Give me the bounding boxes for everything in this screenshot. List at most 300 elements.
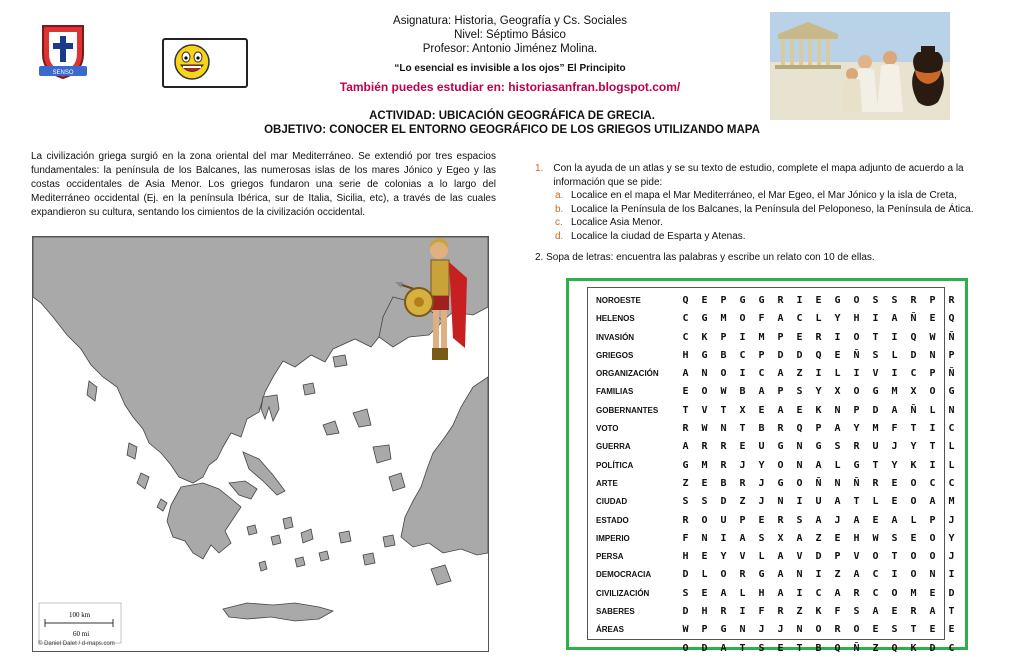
letter-cell: T	[910, 423, 917, 435]
letter-cell: B	[739, 386, 746, 398]
letter-cell: O	[815, 624, 822, 636]
letter-cell: U	[815, 496, 822, 508]
letter-row	[676, 530, 961, 548]
letter-cell: J	[758, 624, 765, 636]
word-list-item: PERSA	[596, 552, 624, 562]
letter-cell: A	[720, 642, 727, 654]
letter-cell: R	[777, 606, 784, 618]
letter-cell: J	[948, 551, 955, 563]
letter-cell: D	[720, 496, 727, 508]
word-list-item: POLÍTICA	[596, 460, 634, 470]
letter-cell: T	[891, 551, 898, 563]
letter-cell: B	[758, 423, 765, 435]
letter-cell: H	[853, 313, 860, 325]
letter-cell: I	[891, 331, 898, 343]
letter-cell: I	[796, 496, 803, 508]
letter-cell: C	[758, 368, 765, 380]
letter-cell: J	[891, 441, 898, 453]
letter-cell: S	[872, 349, 879, 361]
letter-cell: J	[739, 459, 746, 471]
letter-cell: K	[701, 331, 708, 343]
letter-cell: C	[872, 587, 879, 599]
letter-cell: A	[777, 368, 784, 380]
letter-cell: P	[777, 386, 784, 398]
questions	[535, 162, 1005, 265]
letter-cell: O	[701, 386, 708, 398]
question-1-item	[555, 216, 1005, 230]
letter-cell: E	[910, 532, 917, 544]
letter-cell: F	[834, 606, 841, 618]
letter-cell: S	[796, 514, 803, 526]
letter-cell: A	[796, 532, 803, 544]
word-list-item: SABERES	[596, 607, 635, 617]
letter-cell: J	[758, 477, 765, 489]
letter-cell: O	[910, 496, 917, 508]
word-list-item: GUERRA	[596, 442, 631, 452]
item-letter: c.	[555, 217, 563, 228]
letter-cell: E	[929, 313, 936, 325]
letter-cell: O	[796, 477, 803, 489]
letter-cell: N	[720, 423, 727, 435]
letter-cell: E	[891, 496, 898, 508]
word-list-item: GOBERNANTES	[596, 405, 659, 415]
letter-cell: I	[815, 368, 822, 380]
letter-cell: G	[815, 441, 822, 453]
letter-cell: R	[815, 331, 822, 343]
letter-row	[676, 585, 961, 603]
letter-cell: U	[758, 441, 765, 453]
letter-cell: V	[853, 551, 860, 563]
greek-illustration	[770, 12, 950, 120]
word-list-item: GRIEGOS	[596, 350, 634, 360]
letter-cell: Y	[815, 386, 822, 398]
letter-cell: P	[815, 423, 822, 435]
letter-cell: S	[891, 295, 898, 306]
letter-cell: Z	[815, 532, 822, 544]
letter-row	[676, 493, 961, 511]
letter-cell: P	[929, 295, 936, 306]
letter-cell: G	[834, 295, 841, 306]
letter-row	[676, 640, 961, 658]
letter-cell: G	[758, 295, 765, 306]
letter-cell: B	[720, 349, 727, 361]
question-1-item	[555, 189, 1005, 203]
letter-cell: W	[720, 386, 727, 398]
letter-cell: E	[701, 477, 708, 489]
letter-cell: O	[929, 386, 936, 398]
letter-row	[676, 475, 961, 493]
question-1-number: 1.	[535, 163, 544, 174]
letter-cell: A	[777, 551, 784, 563]
letter-cell: Y	[834, 313, 841, 325]
letter-cell: D	[682, 606, 689, 618]
letter-cell: Ñ	[910, 404, 917, 416]
letter-cell: O	[682, 642, 689, 654]
letter-row	[676, 512, 961, 530]
letter-cell: Z	[796, 606, 803, 618]
blog-link[interactable]: También puedes estudiar en: historiasanfran.blogspot.com/	[339, 80, 681, 94]
letter-cell: Ñ	[853, 349, 860, 361]
letter-cell: Z	[739, 496, 746, 508]
logo-banner-text: SENSO	[52, 70, 74, 76]
letter-cell: O	[891, 587, 898, 599]
letter-cell: I	[739, 331, 746, 343]
letter-cell: H	[701, 606, 708, 618]
question-1-text: Con la ayuda de un atlas y se su texto de estudio, complete el mapa adjunto de acuerdo a la información que se pide:	[553, 163, 964, 188]
letter-cell: Q	[796, 423, 803, 435]
word-list-item: DEMOCRACIA	[596, 570, 652, 580]
letter-cell: Q	[910, 331, 917, 343]
letter-cell: O	[929, 551, 936, 563]
letter-cell: D	[910, 349, 917, 361]
smiley-box	[162, 38, 248, 88]
letter-cell: J	[777, 624, 784, 636]
letter-cell: E	[758, 514, 765, 526]
letter-cell: L	[701, 569, 708, 581]
letter-cell: Ñ	[948, 331, 955, 343]
letter-cell: E	[815, 295, 822, 306]
letter-cell: L	[948, 441, 955, 453]
letter-row	[676, 347, 961, 365]
letter-cell: O	[720, 569, 727, 581]
letter-cell: F	[682, 532, 689, 544]
map-credit: © Daniel Dalet / d-maps.com	[38, 641, 115, 647]
letter-cell: N	[796, 441, 803, 453]
letter-cell: A	[720, 587, 727, 599]
word-list-item: INVASIÓN	[596, 332, 635, 342]
letter-cell: E	[891, 606, 898, 618]
word-list-item: ÁREAS	[596, 625, 625, 635]
letter-cell: R	[910, 295, 917, 306]
letter-cell: A	[682, 441, 689, 453]
letter-cell: Y	[853, 423, 860, 435]
word-list-item: ORGANIZACIÓN	[596, 369, 659, 379]
letter-cell: O	[910, 569, 917, 581]
letter-cell: P	[720, 331, 727, 343]
letter-cell: L	[929, 404, 936, 416]
letter-cell: B	[815, 642, 822, 654]
letter-row	[676, 383, 961, 401]
letter-cell: R	[834, 624, 841, 636]
letter-cell: A	[834, 496, 841, 508]
letter-cell: X	[777, 532, 784, 544]
letter-cell: A	[739, 532, 746, 544]
letter-cell: I	[929, 459, 936, 471]
letter-cell: O	[777, 459, 784, 471]
letter-cell: O	[853, 331, 860, 343]
letter-cell: E	[834, 532, 841, 544]
letter-cell: F	[758, 313, 765, 325]
letter-row	[676, 310, 961, 328]
letter-cell: L	[739, 587, 746, 599]
letter-cell: A	[834, 587, 841, 599]
letter-cell: W	[929, 331, 936, 343]
letter-cell: C	[910, 368, 917, 380]
letter-cell: B	[720, 477, 727, 489]
letter-cell: P	[777, 331, 784, 343]
letter-cell: P	[758, 349, 765, 361]
word-list-item: FAMILIAS	[596, 387, 634, 397]
activity-objective: OBJETIVO: CONOCER EL ENTORNO GEOGRÁFICO DE LOS GRIEGOS UTILIZANDO MAPA	[264, 124, 760, 136]
letter-cell: P	[948, 349, 955, 361]
subject-line: Asignatura: Historia, Geografía y Cs. Sociales	[393, 15, 627, 27]
letter-cell: H	[682, 551, 689, 563]
quote: “Lo esencial es invisible a los ojos” El Principito	[394, 63, 626, 74]
letter-cell: L	[948, 459, 955, 471]
letter-cell: G	[701, 313, 708, 325]
letter-cell: C	[682, 331, 689, 343]
letter-cell: N	[929, 349, 936, 361]
letter-cell: E	[948, 624, 955, 636]
letter-cell: P	[929, 368, 936, 380]
letter-cell: I	[872, 313, 879, 325]
letter-cell: C	[796, 313, 803, 325]
question-1-item	[555, 230, 1005, 244]
letter-cell: I	[834, 331, 841, 343]
letter-cell: G	[872, 386, 879, 398]
letter-cell: P	[853, 404, 860, 416]
letter-cell: X	[834, 386, 841, 398]
letter-cell: O	[720, 368, 727, 380]
letter-cell: A	[853, 514, 860, 526]
letter-cell: I	[891, 368, 898, 380]
letter-cell: E	[834, 349, 841, 361]
school-logo	[33, 20, 93, 82]
letter-cell: T	[739, 423, 746, 435]
letter-row	[676, 365, 961, 383]
letter-cell: N	[796, 459, 803, 471]
letter-cell: R	[777, 423, 784, 435]
letter-cell: D	[701, 642, 708, 654]
letter-cell: P	[739, 514, 746, 526]
letter-cell: N	[796, 569, 803, 581]
item-text: Localice la ciudad de Esparta y Atenas.	[571, 230, 746, 242]
letter-cell: M	[872, 423, 879, 435]
letter-cell: Y	[758, 459, 765, 471]
letter-cell: A	[834, 423, 841, 435]
letter-cell: L	[872, 496, 879, 508]
letter-cell: H	[682, 349, 689, 361]
word-list-item: CIVILIZACIÓN	[596, 588, 650, 598]
greek-warrior-illustration	[395, 238, 490, 368]
letter-row	[676, 603, 961, 621]
letter-cell: T	[910, 624, 917, 636]
letter-cell: I	[739, 368, 746, 380]
letter-cell: G	[758, 569, 765, 581]
item-letter: d.	[555, 230, 564, 242]
letter-cell: R	[777, 514, 784, 526]
letter-cell: C	[682, 313, 689, 325]
letter-cell: R	[701, 441, 708, 453]
letter-cell: P	[701, 624, 708, 636]
letter-cell: C	[739, 349, 746, 361]
letter-cell: S	[758, 642, 765, 654]
letter-cell: R	[853, 441, 860, 453]
letter-cell: N	[834, 477, 841, 489]
letter-cell: E	[682, 386, 689, 398]
letter-cell: E	[872, 514, 879, 526]
letter-cell: E	[701, 587, 708, 599]
letter-cell: H	[758, 587, 765, 599]
letter-cell: G	[682, 459, 689, 471]
letter-cell: J	[834, 514, 841, 526]
letter-cell: R	[853, 587, 860, 599]
letter-cell: Y	[891, 459, 898, 471]
letter-cell: R	[739, 477, 746, 489]
word-search	[587, 287, 955, 654]
letter-cell: A	[682, 368, 689, 380]
letter-cell: U	[872, 441, 879, 453]
question-1	[535, 162, 1005, 189]
letter-cell: O	[853, 386, 860, 398]
letter-cell: P	[834, 551, 841, 563]
letter-cell: M	[758, 331, 765, 343]
letter-row	[676, 329, 961, 347]
letter-cell: L	[834, 459, 841, 471]
letter-cell: R	[720, 459, 727, 471]
letter-cell: D	[929, 642, 936, 654]
letter-row	[676, 548, 961, 566]
letter-cell: R	[872, 477, 879, 489]
letter-cell: A	[777, 587, 784, 599]
letter-cell: R	[720, 606, 727, 618]
letter-cell: W	[682, 624, 689, 636]
letter-cell: S	[682, 496, 689, 508]
letter-cell: I	[929, 423, 936, 435]
letter-cell: M	[910, 587, 917, 599]
letter-cell: A	[777, 404, 784, 416]
letter-cell: T	[929, 441, 936, 453]
letter-cell: O	[853, 295, 860, 306]
letter-row	[676, 621, 961, 639]
map-scale	[39, 603, 121, 643]
letter-cell: R	[720, 441, 727, 453]
letter-cell: A	[777, 569, 784, 581]
letter-cell: S	[853, 606, 860, 618]
letter-cell: C	[872, 569, 879, 581]
letter-cell: Q	[815, 349, 822, 361]
item-text: Localice la Península de los Balcanes, la Península del Peloponeso, la Península de Ática.	[571, 203, 974, 215]
letter-cell: H	[853, 532, 860, 544]
letter-cell: R	[948, 295, 955, 306]
letter-cell: O	[910, 551, 917, 563]
letter-cell: M	[948, 496, 955, 508]
letter-cell: O	[929, 532, 936, 544]
letter-cell: N	[948, 404, 955, 416]
letter-grid	[676, 292, 961, 658]
letter-cell: A	[891, 313, 898, 325]
letter-cell: S	[872, 295, 879, 306]
letter-cell: I	[739, 606, 746, 618]
letter-cell: F	[758, 606, 765, 618]
letter-cell: V	[872, 368, 879, 380]
letter-cell: E	[796, 404, 803, 416]
letter-row	[676, 292, 961, 310]
letter-cell: M	[701, 459, 708, 471]
letter-cell: R	[682, 423, 689, 435]
letter-cell: N	[739, 624, 746, 636]
letter-cell: O	[853, 624, 860, 636]
letter-cell: N	[701, 368, 708, 380]
letter-cell: S	[758, 532, 765, 544]
letter-row	[676, 566, 961, 584]
letter-cell: M	[891, 386, 898, 398]
letter-cell: E	[701, 295, 708, 306]
word-list-item: IMPERIO	[596, 533, 630, 543]
letter-cell: N	[796, 624, 803, 636]
word-list-item: NOROESTE	[596, 296, 641, 305]
letter-cell: A	[929, 606, 936, 618]
word-list-item: VOTO	[596, 424, 619, 434]
letter-cell: Q	[948, 313, 955, 325]
scale-mi-label: 60 mi	[73, 630, 90, 638]
word-list-item: ARTE	[596, 478, 618, 488]
letter-cell: D	[872, 404, 879, 416]
letter-cell: K	[910, 459, 917, 471]
letter-cell: O	[910, 477, 917, 489]
letter-cell: Z	[796, 368, 803, 380]
word-list	[596, 292, 672, 640]
letter-row	[676, 457, 961, 475]
letter-cell: Q	[682, 295, 689, 306]
letter-cell: A	[853, 569, 860, 581]
letter-cell: K	[815, 404, 822, 416]
letter-cell: G	[701, 349, 708, 361]
letter-cell: Y	[910, 441, 917, 453]
letter-cell: G	[853, 459, 860, 471]
letter-cell: I	[815, 569, 822, 581]
letter-cell: Y	[948, 532, 955, 544]
letter-cell: O	[872, 551, 879, 563]
item-letter: a.	[555, 190, 564, 201]
letter-cell: Z	[834, 569, 841, 581]
intro-paragraph: La civilización griega surgió en la zona oriental del mar Mediterráneo. Se extendió por tres espacios fundamentales: la península de los Balcanes, las numerosas islas de los mares Jónico y Egeo y las costas occidentales de Asia Menor. Los griegos fundaron una serie de colonias a lo largo del Mediterráneo occidental (Ej. en la península Ibérica, sur de Italia, Sicilia, etc), a través de las cuales expandieron su cultura, sentando los cimientos de la civilización occidental.	[31, 151, 496, 218]
letter-cell: O	[701, 514, 708, 526]
letter-cell: S	[701, 496, 708, 508]
level-line: Nivel: Séptimo Básico	[454, 29, 566, 41]
letter-cell: E	[929, 624, 936, 636]
letter-cell: E	[758, 404, 765, 416]
activity-title: ACTIVIDAD: UBICACIÓN GEOGRÁFICA DE GRECIA.	[369, 110, 655, 122]
letter-cell: C	[929, 477, 936, 489]
letter-cell: X	[739, 404, 746, 416]
letter-cell: T	[948, 606, 955, 618]
letter-cell: J	[948, 514, 955, 526]
letter-cell: M	[720, 313, 727, 325]
letter-cell: F	[891, 423, 898, 435]
letter-cell: A	[929, 496, 936, 508]
letter-cell: E	[796, 331, 803, 343]
letter-cell: G	[720, 624, 727, 636]
letter-cell: L	[815, 313, 822, 325]
question-2: 2. Sopa de letras: encuentra las palabras y escribe un relato con 10 de ellas.	[535, 252, 875, 263]
letter-cell: I	[796, 587, 803, 599]
letter-cell: E	[777, 642, 784, 654]
letter-cell: C	[948, 423, 955, 435]
letter-row	[676, 438, 961, 456]
teacher-line: Profesor: Antonio Jiménez Molina.	[422, 43, 598, 55]
letter-cell: K	[815, 606, 822, 618]
letter-cell: A	[777, 313, 784, 325]
letter-row	[676, 402, 961, 420]
course-header	[300, 14, 720, 56]
letter-cell: A	[758, 386, 765, 398]
letter-cell: P	[929, 514, 936, 526]
word-list-item: CIUDAD	[596, 497, 628, 507]
letter-cell: E	[872, 624, 879, 636]
letter-cell: D	[682, 569, 689, 581]
letter-cell: Z	[682, 477, 689, 489]
